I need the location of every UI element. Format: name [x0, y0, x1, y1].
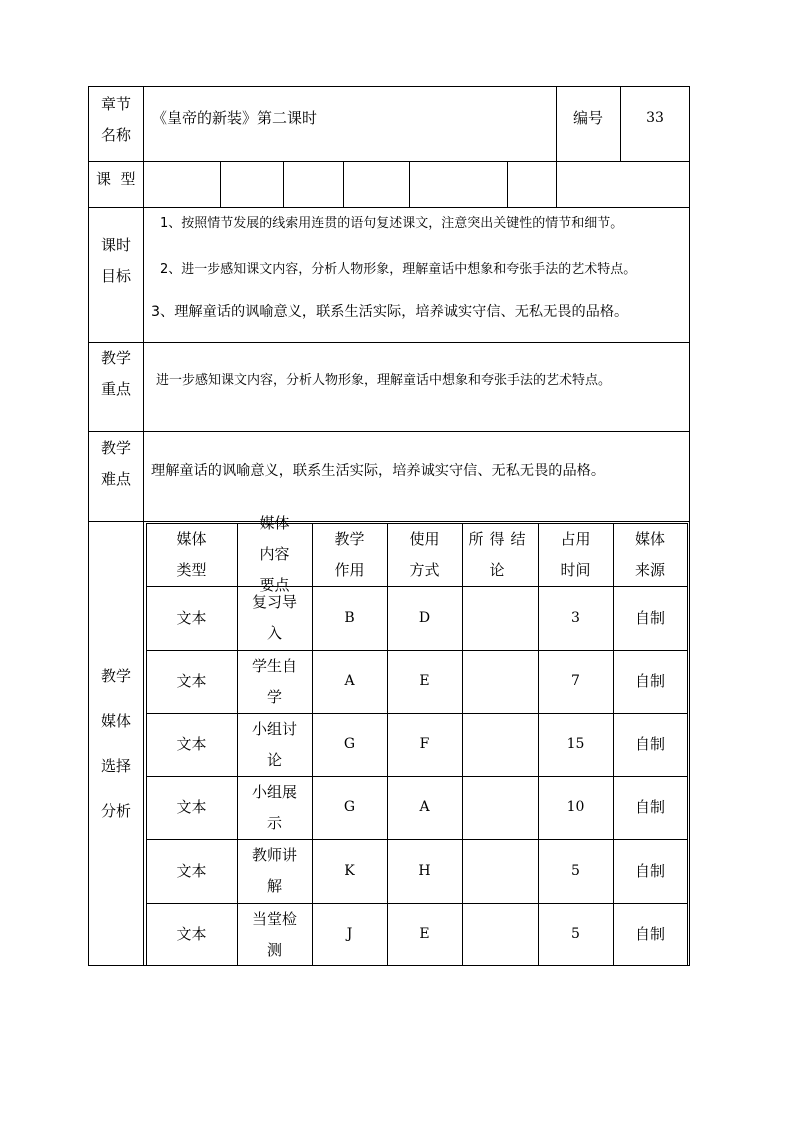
media-header-media-content — [239, 514, 310, 594]
media-cell-time-used — [540, 840, 611, 902]
media-cell-text: 自制 — [634, 798, 665, 816]
media-col-rule — [387, 523, 388, 966]
media-cell-text: 文本 — [176, 608, 207, 627]
media-header-media-source — [615, 524, 685, 585]
media-cell-text: 5 — [571, 862, 580, 879]
media-cell-text: 文本 — [176, 672, 207, 690]
media-cell-conclusion — [464, 840, 536, 902]
media-cell-media-content — [239, 714, 310, 775]
rule-h5 — [88, 521, 690, 522]
media-cell-text: 10 — [566, 799, 585, 815]
chapter-label: 章节名称 — [100, 95, 131, 144]
media-cell-usage-mode — [389, 587, 460, 649]
media-cell-text: 小组讨论 — [251, 719, 297, 769]
media-col-rule — [462, 523, 463, 966]
media-cell-text: 文本 — [176, 861, 207, 880]
media-col-rule — [312, 523, 313, 966]
media-cell-text: 自制 — [634, 735, 665, 753]
media-cell-media-source — [615, 777, 685, 838]
media-table — [146, 514, 687, 966]
key-point-text: 进一步感知课文内容，分析人物形象，理解童话中想象和夸张手法的艺术特点。 — [156, 373, 612, 388]
media-cell-conclusion — [464, 714, 536, 775]
media-cell-text: F — [419, 736, 430, 752]
media-cell-conclusion — [464, 904, 536, 965]
media-cell-conclusion — [464, 777, 536, 838]
media-cell-text: 文本 — [176, 735, 207, 753]
media-cell-text: G — [343, 799, 356, 815]
media-cell-time-used — [540, 651, 611, 712]
media-header-text: 媒体来源 — [634, 529, 665, 579]
media-cell-text: 自制 — [634, 608, 665, 627]
media-cell-teaching-role — [314, 587, 385, 649]
media-cell-media-content — [239, 777, 310, 838]
media-cell-text: J — [346, 926, 353, 942]
media-header-text: 媒体内容要点 — [259, 514, 290, 594]
rule-h4 — [88, 431, 690, 432]
media-header-text: 教学作用 — [334, 529, 365, 579]
media-col-rule — [687, 523, 688, 966]
media-col-rule — [538, 523, 539, 966]
number-value: 33 — [646, 110, 664, 126]
media-col-rule — [237, 523, 238, 966]
media-header-text: 占用时间 — [560, 529, 591, 579]
media-cell-media-type — [148, 840, 235, 902]
media-cell-text: 自制 — [634, 861, 665, 880]
media-header-text: 使用方式 — [409, 529, 440, 579]
media-header-text: 媒体类型 — [176, 529, 207, 579]
media-cell-text: 复习导入 — [251, 593, 297, 642]
media-cell-text: 文本 — [176, 925, 207, 943]
media-cell-media-source — [615, 904, 685, 965]
rule-h3 — [88, 342, 690, 343]
media-cell-text: 教师讲解 — [251, 846, 297, 895]
media-cell-text: A — [344, 673, 355, 689]
media-cell-usage-mode — [389, 840, 460, 902]
media-cell-time-used — [540, 587, 611, 649]
rule-left — [88, 86, 89, 966]
rule-type-v4 — [409, 161, 410, 208]
media-cell-usage-mode — [389, 777, 460, 838]
media-cell-conclusion — [464, 651, 536, 712]
media-cell-media-type — [148, 587, 235, 649]
difficulty-label: 教学难点 — [100, 439, 131, 488]
goal-item-1: 1、按照情节发展的线索用连贯的语句复述课文，注意突出关键性的情节和细节。 — [160, 216, 624, 231]
media-cell-text: 3 — [571, 609, 580, 626]
type-label: 课 型 — [96, 170, 136, 188]
media-cell-text: K — [344, 862, 355, 879]
rule-h2 — [88, 207, 690, 208]
rule-right — [689, 86, 690, 966]
media-cell-time-used — [540, 904, 611, 965]
key-point-label: 教学重点 — [100, 349, 131, 398]
media-cell-media-source — [615, 714, 685, 775]
media-cell-media-source — [615, 840, 685, 902]
media-cell-media-content — [239, 651, 310, 712]
media-cell-text: B — [344, 609, 355, 626]
rule-top — [88, 86, 690, 87]
media-header-usage-mode — [389, 524, 460, 585]
media-cell-text: A — [419, 799, 430, 815]
media-cell-teaching-role — [314, 651, 385, 712]
media-cell-text: 15 — [566, 736, 585, 752]
media-cell-media-source — [615, 587, 685, 649]
media-cell-media-content — [239, 904, 310, 965]
media-cell-media-content — [239, 840, 310, 902]
media-header-media-type — [148, 524, 235, 585]
media-header-teaching-role — [314, 524, 385, 585]
media-cell-text: G — [343, 736, 356, 752]
rule-type-v3 — [343, 161, 344, 208]
media-cell-usage-mode — [389, 651, 460, 712]
media-cell-text: E — [419, 926, 430, 942]
media-cell-text: D — [418, 609, 431, 626]
media-cell-media-type — [148, 714, 235, 775]
goals-label: 课时目标 — [100, 236, 131, 285]
rule-type-v1 — [220, 161, 221, 208]
media-cell-text: 小组展示 — [251, 782, 297, 832]
media-cell-text: 学生自学 — [251, 656, 297, 706]
number-label: 编号 — [572, 109, 603, 127]
rule-type-v5 — [507, 161, 508, 208]
media-header-text: 所得结论 — [468, 529, 532, 579]
media-label: 教学媒体选择分析 — [100, 667, 131, 820]
media-cell-text: 5 — [571, 926, 580, 942]
media-cell-media-content — [239, 587, 310, 649]
media-cell-teaching-role — [314, 714, 385, 775]
media-cell-teaching-role — [314, 840, 385, 902]
media-cell-conclusion — [464, 587, 536, 649]
media-header-conclusion — [464, 524, 536, 585]
media-cell-text: 自制 — [634, 672, 665, 690]
media-col-rule — [146, 523, 147, 966]
media-cell-usage-mode — [389, 904, 460, 965]
chapter-value: 《皇帝的新装》第二课时 — [152, 109, 318, 127]
goal-item-3: 3、理解童话的讽喻意义，联系生活实际，培养诚实守信、无私无畏的品格。 — [151, 304, 629, 320]
media-cell-text: H — [418, 862, 431, 879]
media-header-time-used — [540, 524, 611, 585]
media-cell-teaching-role — [314, 904, 385, 965]
goal-item-2: 2、进一步感知课文内容，分析人物形象，理解童话中想象和夸张手法的艺术特点。 — [160, 262, 637, 277]
media-cell-teaching-role — [314, 777, 385, 838]
media-cell-text: 当堂检测 — [251, 909, 297, 959]
rule-label-col — [143, 86, 144, 966]
media-cell-usage-mode — [389, 714, 460, 775]
media-cell-text: 自制 — [634, 925, 665, 943]
media-cell-time-used — [540, 714, 611, 775]
difficulty-text: 理解童话的讽喻意义，联系生活实际，培养诚实守信、无私无畏的品格。 — [151, 463, 606, 479]
media-cell-media-source — [615, 651, 685, 712]
media-cell-text: E — [419, 673, 430, 689]
media-cell-media-type — [148, 777, 235, 838]
media-col-rule — [613, 523, 614, 966]
media-cell-text: 7 — [571, 673, 580, 689]
media-cell-media-type — [148, 651, 235, 712]
rule-type-v2 — [283, 161, 284, 208]
media-cell-media-type — [148, 904, 235, 965]
rule-h1 — [88, 161, 690, 162]
media-cell-time-used — [540, 777, 611, 838]
media-cell-text: 文本 — [176, 798, 207, 816]
